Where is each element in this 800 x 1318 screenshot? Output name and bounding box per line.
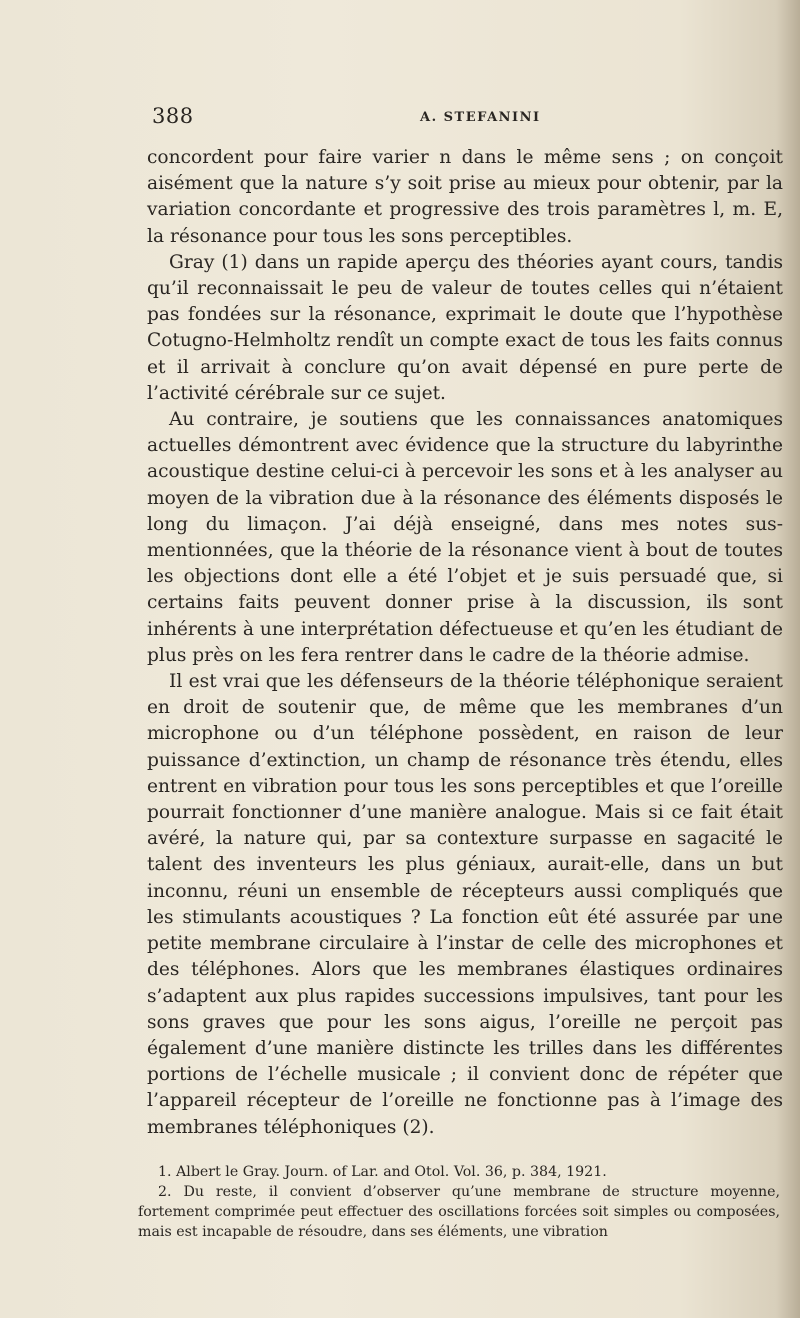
paragraph-2: Gray (1) dans un rapide aperçu des théories ayant cours, tandis qu’il reconnaissait le peu de valeur de toutes celles qui n’étaient pas fondées sur la résonance, exprimait le doute que l’hypothèse Cotugno-Helmholtz rendît un compte exact de tous les faits connus et il arrivait à conclure qu’on avait dépensé en pure perte de l’activité cérébrale sur ce sujet. (147, 251, 783, 404)
body-text (147, 145, 783, 1141)
footnote-1: 1. Albert le Gray. Journ. of Lar. and Otol. Vol. 36, p. 384, 1921. (158, 1164, 607, 1180)
footnote-2: 2. Du reste, il convient d’observer qu’une membrane de structure moyenne, fortement comprimée peut effectuer des oscillations forcées soit simples ou composées, mais est incapable de résoudre, dans ses éléments, une vibration (138, 1184, 780, 1240)
running-head: A. STEFANINI (420, 110, 541, 125)
page-header (0, 104, 800, 136)
footnotes (138, 1162, 780, 1242)
page-number: 388 (152, 104, 194, 128)
paragraph-4: Il est vrai que les défenseurs de la théorie téléphonique seraient en droit de soutenir que, de même que les membranes d’un microphone ou d’un téléphone possèdent, en raison de leur puissance d’extinction, un champ de résonance très étendu, elles entrent en vibration pour tous les sons perceptibles et que l’oreille pourrait fonctionner d’une manière analogue. Mais si ce fait était avéré, la nature qui, par sa contexture surpasse en sagacité le talent des inventeurs les plus géniaux, aurait-elle, dans un but inconnu, réuni un ensemble de récepteurs aussi compliqués que les stimulants acoustiques ? La fonction eût été assurée par une petite membrane circulaire à l’instar de celle des microphones et des téléphones. Alors que les membranes élastiques ordinaires s’adaptent aux plus rapides successions impulsives, tant pour les sons graves que pour les sons aigus, l’oreille ne perçoit pas également d’une manière distincte les trilles dans les différentes portions de l’échelle musicale ; il convient donc de répéter que l’appareil récepteur de l’oreille ne fonctionne pas à l’image des membranes téléphoniques (2). (147, 671, 783, 1138)
paragraph-1: concordent pour faire varier n dans le même sens ; on conçoit aisément que la nature s’y soit prise au mieux pour obtenir, par la variation concordante et progressive des trois paramètres l, m. E, la résonance pour tous les sons perceptibles. (147, 147, 783, 247)
paragraph-3: Au contraire, je soutiens que les connaissances anatomiques actuelles démontrent avec évidence que la structure du labyrinthe acoustique destine celui-ci à percevoir les sons et à les analyser au moyen de la vibration due à la résonance des éléments disposés le long du limaçon. J’ai déjà enseigné, dans mes notes sus-mentionnées, que la théorie de la résonance vient à bout de toutes les objections dont elle a été l’objet et je suis persuadé que, si certains faits peuvent donner prise à la discussion, ils sont inhérents à une interprétation défectueuse et qu’en les étudiant de plus près on les fera rentrer dans le cadre de la théorie admise. (147, 409, 783, 666)
